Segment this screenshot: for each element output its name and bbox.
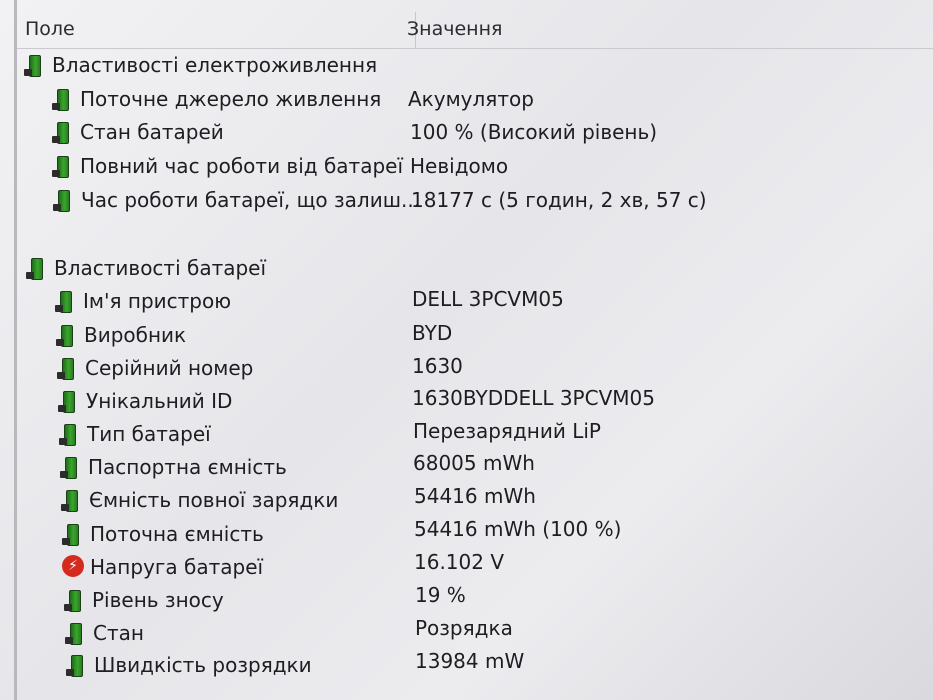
group-battery-properties[interactable] [26,253,266,283]
field-value: Перезарядний LiP [413,419,601,443]
list-item[interactable] [56,320,186,350]
window-left-border [14,0,17,700]
field-label: Стан батарей [80,120,224,144]
battery-icon [24,53,46,77]
field-label: Ім'я пристрою [83,289,232,313]
battery-icon [62,522,84,546]
battery-icon [52,154,74,178]
battery-icon [64,588,86,612]
battery-icon [52,87,74,111]
field-label: Повний час роботи від батареї [80,154,404,178]
battery-icon [65,621,87,645]
field-value: Акумулятор [408,87,534,111]
field-label: Стан [93,621,144,645]
field-label: Поточна ємність [90,522,264,546]
battery-icon [58,389,80,413]
list-item[interactable] [52,151,403,181]
battery-icon [53,188,75,212]
field-label: Рівень зносу [92,588,224,612]
field-label: Тип батареї [87,422,211,446]
field-value: 1630 [412,354,463,378]
list-item[interactable] [53,185,420,215]
list-item[interactable] [66,650,312,680]
field-label: Унікальний ID [86,389,233,413]
battery-icon [59,422,81,446]
battery-icon [66,653,88,677]
field-value: 18177 с (5 годин, 2 хв, 57 с) [411,188,707,212]
list-item[interactable] [59,419,211,449]
field-value: 16.102 V [414,550,505,574]
list-item[interactable] [60,452,287,482]
list-item[interactable] [52,117,224,147]
battery-icon [56,323,78,347]
field-value: 100 % (Високий рівень) [410,120,658,144]
field-value: Невідомо [410,154,509,178]
field-label: Ємність повної зарядки [89,488,339,512]
list-item[interactable] [62,552,263,582]
list-item[interactable] [61,485,338,515]
battery-icon [52,120,74,144]
field-column-header[interactable]: Поле [25,18,75,40]
list-item[interactable] [58,386,232,416]
group-title: Властивості батареї [54,256,267,280]
field-value: 68005 mWh [413,451,535,475]
field-label: Серійний номер [85,356,254,380]
value-column-header[interactable]: Значення [407,18,503,40]
list-item[interactable] [64,585,224,615]
list-item[interactable] [52,84,381,114]
lightning-warning-icon [62,555,84,579]
group-power-properties[interactable] [24,50,377,80]
list-item[interactable] [57,353,253,383]
field-label: Поточне джерело живлення [80,87,382,111]
battery-icon [55,289,77,313]
list-item[interactable] [55,286,231,316]
field-label: Напруга батареї [90,555,264,579]
field-value: Розрядка [415,616,513,640]
group-title: Властивості електроживлення [52,53,378,77]
field-value: 54416 mWh (100 %) [414,517,622,541]
field-label: Час роботи батареї, що залиш... [81,188,421,212]
field-value: 54416 mWh [414,484,536,508]
field-value: 19 % [415,583,466,607]
field-value: DELL 3PCVM05 [412,287,564,311]
field-label: Паспортна ємність [88,455,287,479]
battery-icon [60,455,82,479]
list-item[interactable] [65,618,144,648]
battery-icon [26,256,48,280]
field-label: Швидкість розрядки [94,653,312,677]
column-header [17,8,933,49]
battery-icon [57,356,79,380]
field-value: 13984 mW [415,649,525,673]
field-value: BYD [412,321,453,345]
list-item[interactable] [62,519,264,549]
battery-icon [61,488,83,512]
field-value: 1630BYDDELL 3PCVM05 [412,386,655,410]
field-label: Виробник [84,323,187,347]
